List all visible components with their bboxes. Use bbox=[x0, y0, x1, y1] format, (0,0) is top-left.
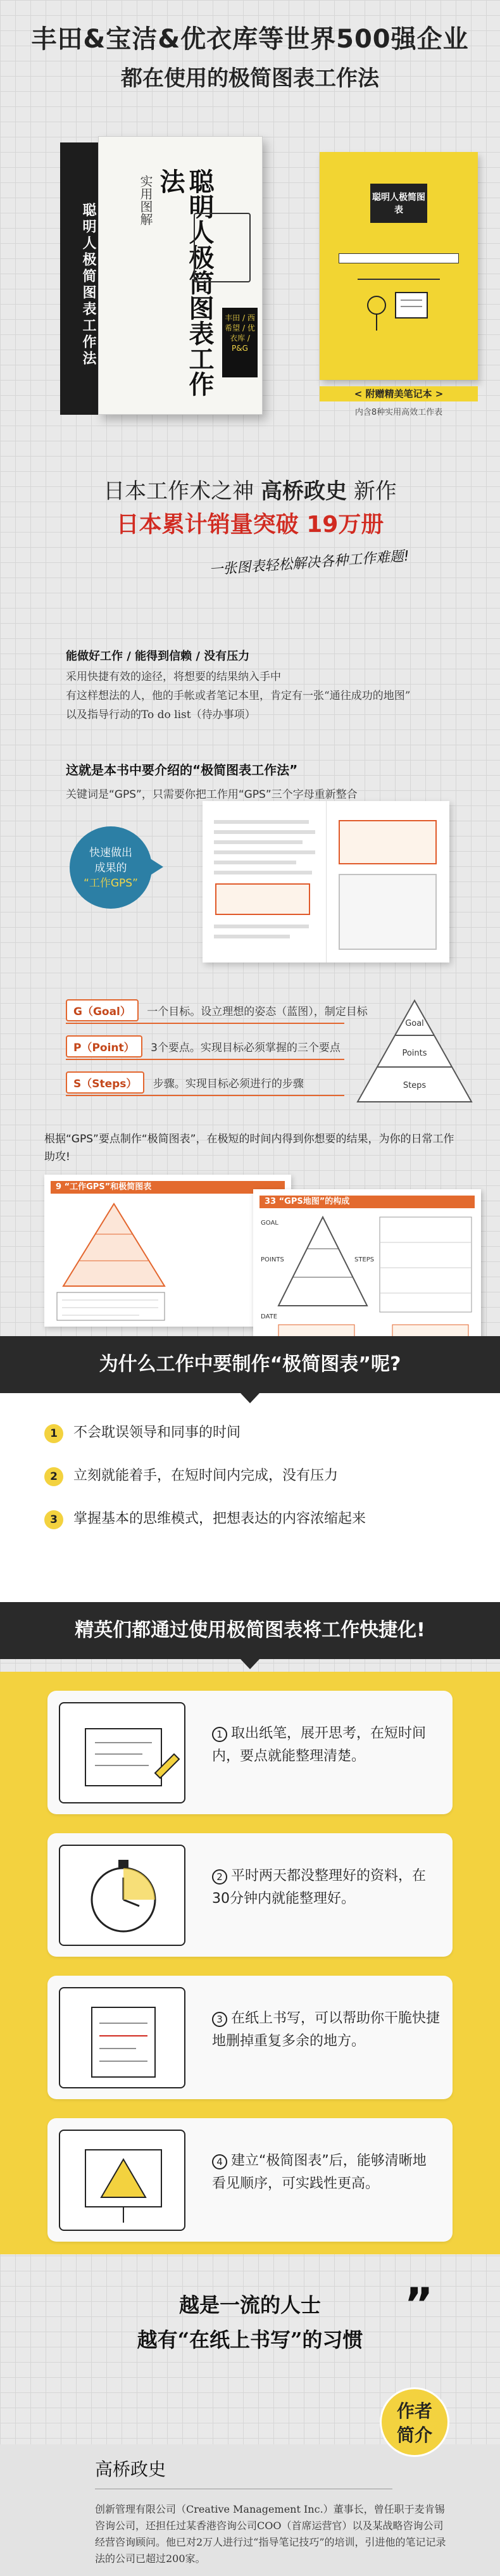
why-item-number: 2 bbox=[44, 1467, 63, 1486]
spread-highlight-box bbox=[215, 883, 310, 915]
why-item-3 bbox=[44, 1508, 366, 1529]
why-item-1 bbox=[44, 1422, 241, 1443]
book-front bbox=[98, 136, 263, 415]
gps-bubble bbox=[70, 826, 152, 909]
map-label-goal: GOAL bbox=[261, 1220, 278, 1227]
author-section bbox=[0, 2401, 500, 2576]
map-label-steps: STEPS bbox=[354, 1256, 375, 1263]
card-text bbox=[212, 2150, 440, 2195]
intro-section bbox=[0, 633, 500, 975]
card-number: 4 bbox=[212, 2154, 227, 2169]
notebook-caption: < 附赠精美笔记本 > bbox=[320, 386, 478, 401]
gift-notebook bbox=[320, 152, 478, 380]
why-item-text: 立刻就能着手，在短时间内完成，没有压力 bbox=[73, 1468, 339, 1484]
card-illustration bbox=[59, 1702, 185, 1803]
card-number: 2 bbox=[212, 1869, 227, 1885]
notebook-subcaption: 内含8种实用高效工作表 bbox=[354, 408, 443, 417]
bubble-line-3: “工作GPS” bbox=[84, 877, 138, 890]
card-label: 平时两天都没整理好的资料，在30分钟内就能整理好。 bbox=[212, 1868, 427, 1907]
why-item-2 bbox=[44, 1465, 338, 1486]
author-badge-line-2: 简介 bbox=[396, 2425, 432, 2446]
card-number: 1 bbox=[212, 1727, 227, 1742]
author-bio: 创新管理有限公司（Creative Management Inc.）董事长，曾任职于麦肯锡咨询公司，还担任过某香港咨询公司COO（首席运营官）以及某战略咨询公司经营咨询顾问。他已对2万人进行过“指导笔记技巧”的培训，引进他的笔记记录法的公司已超过200家。 bbox=[95, 2503, 446, 2565]
spread-text-line bbox=[214, 840, 303, 844]
spread-text-line bbox=[214, 850, 315, 854]
intro-paragraph: 采用快捷有效的途径，将想要的结果纳入手中 有这样想法的人，他的手帐或者笔记本里，肯定有一张“通往成功的地图” 以及指导行动的To do list（待办事项） bbox=[66, 671, 411, 721]
intro-question: 这就是本书中要介绍的“极简图表工作法” bbox=[66, 762, 298, 778]
book-spread bbox=[203, 801, 449, 963]
author-badge bbox=[380, 2387, 449, 2457]
why-item-text: 掌握基本的思维模式，把想表达的内容浓缩起来 bbox=[73, 1511, 366, 1527]
map-label-date: DATE bbox=[261, 1313, 278, 1320]
sales-line: 日本累计销量突破 19万册 bbox=[116, 512, 384, 538]
notebook-label: 聪明人极简图表 bbox=[370, 184, 427, 223]
author-line bbox=[0, 474, 500, 505]
spread-text-line bbox=[214, 820, 309, 824]
chart-board-icon bbox=[60, 2131, 185, 2231]
why-banner: 为什么工作中要制作“极简图表”呢? bbox=[0, 1336, 500, 1393]
why-item-text: 不会耽误领导和同事的时间 bbox=[73, 1425, 241, 1441]
writing-hand-icon bbox=[60, 1703, 185, 1803]
book-spine: 聪明人极简图表工作法 bbox=[60, 142, 98, 415]
card-illustration bbox=[59, 2130, 185, 2231]
intro-keyword: 关键词是“GPS”，只需要你把工作用“GPS”三个字母重新整合 bbox=[66, 788, 358, 801]
spread-text-line bbox=[214, 830, 315, 834]
gps-divider bbox=[66, 1095, 344, 1096]
gps-item-goal bbox=[66, 999, 368, 1021]
spread-diagram-box bbox=[339, 874, 437, 950]
why-section bbox=[0, 1336, 500, 1602]
gps-pyramid bbox=[354, 997, 475, 1105]
gps-intro-text: 根据“GPS”要点制作“极简图表”，在极短的时间内得到你想要的结果，为你的日常工作助攻! bbox=[44, 1133, 454, 1163]
book-cover bbox=[60, 136, 275, 415]
tip-card-2 bbox=[47, 1833, 453, 1957]
pyramid-label-steps: Steps bbox=[403, 1081, 427, 1090]
author-bio-name: 高桥政史 bbox=[95, 2459, 166, 2480]
notebook-doodle bbox=[358, 279, 440, 336]
spread-text-line bbox=[214, 935, 290, 938]
gps-tag: S（Steps） bbox=[66, 1071, 144, 1094]
quote-line-2: 越有“在纸上书写”的习惯 bbox=[137, 2328, 363, 2352]
bubble-line-2: 成果的 bbox=[94, 862, 127, 874]
quote-line-1: 越是一流的人士 bbox=[178, 2293, 321, 2317]
book-title: 聪明人极简图表工作法 bbox=[156, 168, 214, 396]
author-line-post: 新作 bbox=[353, 479, 397, 504]
intro-bold-line: 能做好工作 / 能得到信赖 / 没有压力 bbox=[66, 650, 250, 663]
card-label: 在纸上书写，可以帮助你干脆快捷地删掉重复多余的地方。 bbox=[212, 2011, 441, 2049]
card-text bbox=[212, 1865, 440, 1910]
pyramid-label-goal: Goal bbox=[405, 1019, 424, 1028]
gps-section bbox=[0, 975, 500, 1336]
spread-text-line bbox=[214, 861, 296, 864]
gps-divider bbox=[66, 1059, 344, 1060]
spread-fold bbox=[326, 801, 327, 963]
card-label: 取出纸笔，展开思考，在短时间内，要点就能整理清楚。 bbox=[212, 1726, 427, 1764]
bubble-tail bbox=[149, 858, 163, 876]
why-item-number: 3 bbox=[44, 1510, 63, 1529]
script-line: 一张图表轻松解决各种工作难题! bbox=[208, 548, 410, 579]
gps-item-steps bbox=[66, 1071, 304, 1094]
card-number: 3 bbox=[212, 2012, 227, 2027]
book-illustration bbox=[194, 213, 251, 282]
gps-desc: 步骤。实现目标必须进行的步骤 bbox=[153, 1078, 304, 1090]
hero-subheadline: 都在使用的极简图表工作法 bbox=[121, 66, 379, 91]
sample-page-b-title: 33 “GPS地图”的构成 bbox=[259, 1196, 475, 1208]
gps-tag: P（Point） bbox=[66, 1035, 142, 1058]
card-illustration bbox=[59, 1845, 185, 1946]
tip-card-3 bbox=[47, 1976, 453, 2099]
notebook-bar bbox=[339, 253, 459, 263]
book-badge: 丰田 / 西希望 / 优衣库 / P&G bbox=[222, 308, 258, 377]
doodle-icon bbox=[358, 280, 440, 337]
hero-headline: 丰田&宝洁&优衣库等世界500强企业 bbox=[31, 25, 469, 54]
sample-page-a-title: 9 “工作GPS”和极简图表 bbox=[51, 1181, 285, 1194]
banner-notch bbox=[241, 1659, 259, 1669]
book-subtitle: 实用图解 bbox=[138, 175, 153, 225]
card-text bbox=[212, 1722, 440, 1768]
gps-tag: G（Goal） bbox=[66, 999, 139, 1021]
spread-text-line bbox=[214, 925, 309, 928]
pyramid-label-points: Points bbox=[402, 1049, 427, 1058]
tip-card-1 bbox=[47, 1691, 453, 1814]
elite-banner: 精英们都通过使用极简图表将工作快捷化! bbox=[0, 1602, 500, 1659]
bubble-line-1: 快速做出 bbox=[89, 847, 132, 859]
author-badge-line-1: 作者 bbox=[396, 2401, 432, 2421]
card-illustration bbox=[59, 1987, 185, 2088]
quote-mark-icon: „ bbox=[405, 2254, 435, 2306]
gps-desc: 一个目标。设立理想的姿态（蓝图），制定目标 bbox=[147, 1006, 368, 1018]
author-name: 高桥政史 bbox=[261, 479, 347, 504]
why-item-number: 1 bbox=[44, 1424, 63, 1443]
spread-diagram-box bbox=[339, 820, 437, 864]
stopwatch-icon bbox=[60, 1846, 185, 1946]
gps-item-point bbox=[66, 1035, 341, 1058]
gps-divider bbox=[66, 1023, 344, 1024]
card-label: 建立“极简图表”后，能够清晰地看见顺序，可实践性更高。 bbox=[212, 2153, 427, 2192]
card-text bbox=[212, 2007, 440, 2053]
author-line-pre: 日本工作术之神 bbox=[103, 479, 254, 504]
sample-page-b bbox=[253, 1189, 481, 1354]
gps-desc: 3个要点。实现目标必须掌握的三个要点 bbox=[151, 1042, 341, 1054]
banner-notch bbox=[241, 1393, 259, 1403]
hero-section bbox=[0, 0, 500, 633]
map-label-points: POINTS bbox=[261, 1256, 284, 1263]
tip-card-4 bbox=[47, 2118, 453, 2242]
elite-section bbox=[0, 1602, 500, 2444]
notepad-icon bbox=[60, 1988, 185, 2088]
spread-text-line bbox=[214, 871, 312, 874]
gps-map-diagram bbox=[253, 1211, 481, 1353]
